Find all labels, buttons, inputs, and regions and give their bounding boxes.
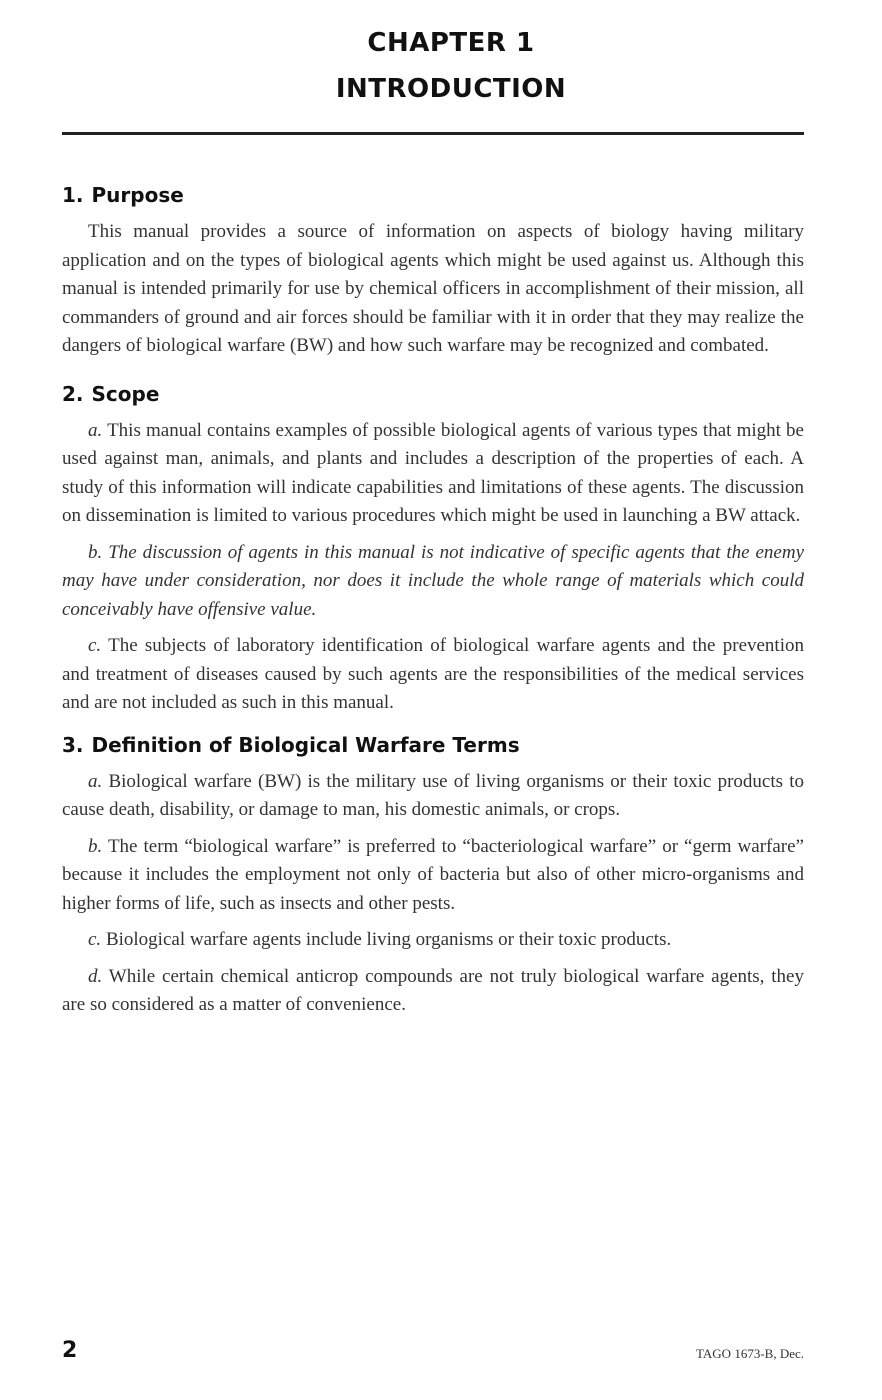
section-definitions <box>62 730 804 1020</box>
paragraph-label: d. <box>88 965 103 987</box>
paragraph-label: b. <box>88 835 103 857</box>
paragraph <box>62 218 804 361</box>
section-heading <box>62 730 804 760</box>
paragraph-label: c. <box>88 929 102 950</box>
paragraph-label: a. <box>88 419 103 441</box>
paragraph <box>62 926 804 955</box>
paragraph-text: The term “biological warfare” is preferred to “bacteriological warfare” or “germ warfare” because it includes the employment not only of bacteria but also of other micro-organisms and higher forms of life, such as insects and other pests. <box>62 835 804 914</box>
paragraph-text: Biological warfare agents include living organisms or their toxic products. <box>105 929 672 950</box>
paragraph-text: This manual provides a source of information on aspects of biology having military application and on the types of biological agents which might be used against us. Although this manual is intended primarily for use by chemical officers in accomplishment of their mission, all commanders of ground and air forces should be familiar with it in order that they may realize the dangers of biological warfare (BW) and how such warfare may be recognized and combated. <box>62 221 804 356</box>
paragraph <box>62 963 804 1020</box>
section-scope <box>62 379 804 718</box>
section-number: 2. <box>62 381 84 406</box>
paragraph-label: c. <box>88 635 102 656</box>
paragraph <box>62 632 804 718</box>
paragraph-label: a. <box>88 770 103 792</box>
chapter-number: CHAPTER 1 <box>367 28 535 58</box>
section-number: 3. <box>62 732 84 757</box>
paragraph-text: The discussion of agents in this manual is not indicative of specific agents that the enemy may have under consideration, nor does it include the whole range of materials which could conceivably have offensive value. <box>62 541 805 620</box>
paragraph <box>62 417 804 531</box>
page-number: 2 <box>62 1338 78 1363</box>
paragraph <box>62 539 804 625</box>
paragraph-text: This manual contains examples of possible biological agents of various types that might be used against man, animals, and plants and includes a description of the properties of each. A study of this information will indicate capabilities and limitations of these agents. The discussion on dissemination is limited to various procedures which might be used in launching a BW attack. <box>62 419 804 526</box>
paragraph <box>62 768 804 825</box>
section-heading <box>62 180 804 210</box>
chapter-title: INTRODUCTION <box>335 74 567 104</box>
section-title: Purpose <box>91 183 184 207</box>
paragraph-text: The subjects of laboratory identification of biological warfare agents and the prevention and treatment of diseases caused by such agents are the responsibilities of the medical services and are not included as such in this manual. <box>62 635 804 713</box>
section-title: Scope <box>91 381 160 406</box>
paragraph-label: b. <box>88 541 103 563</box>
section-title: Definition of Biological Warfare Terms <box>91 732 520 757</box>
paragraph-text: While certain chemical anticrop compounds are not truly biological warfare agents, they are so considered as a matter of convenience. <box>62 965 804 1015</box>
section-heading <box>62 379 804 409</box>
paragraph-text: Biological warfare (BW) is the military use of living organisms or their toxic products to cause death, disability, or damage to man, his domestic animals, or crops. <box>62 770 805 820</box>
document-body <box>62 180 804 1028</box>
section-number: 1. <box>62 183 84 207</box>
paragraph <box>62 833 804 919</box>
section-purpose <box>62 180 804 361</box>
document-code: TAGO 1673-B, Dec. <box>696 1346 804 1361</box>
header-rule <box>62 132 804 135</box>
